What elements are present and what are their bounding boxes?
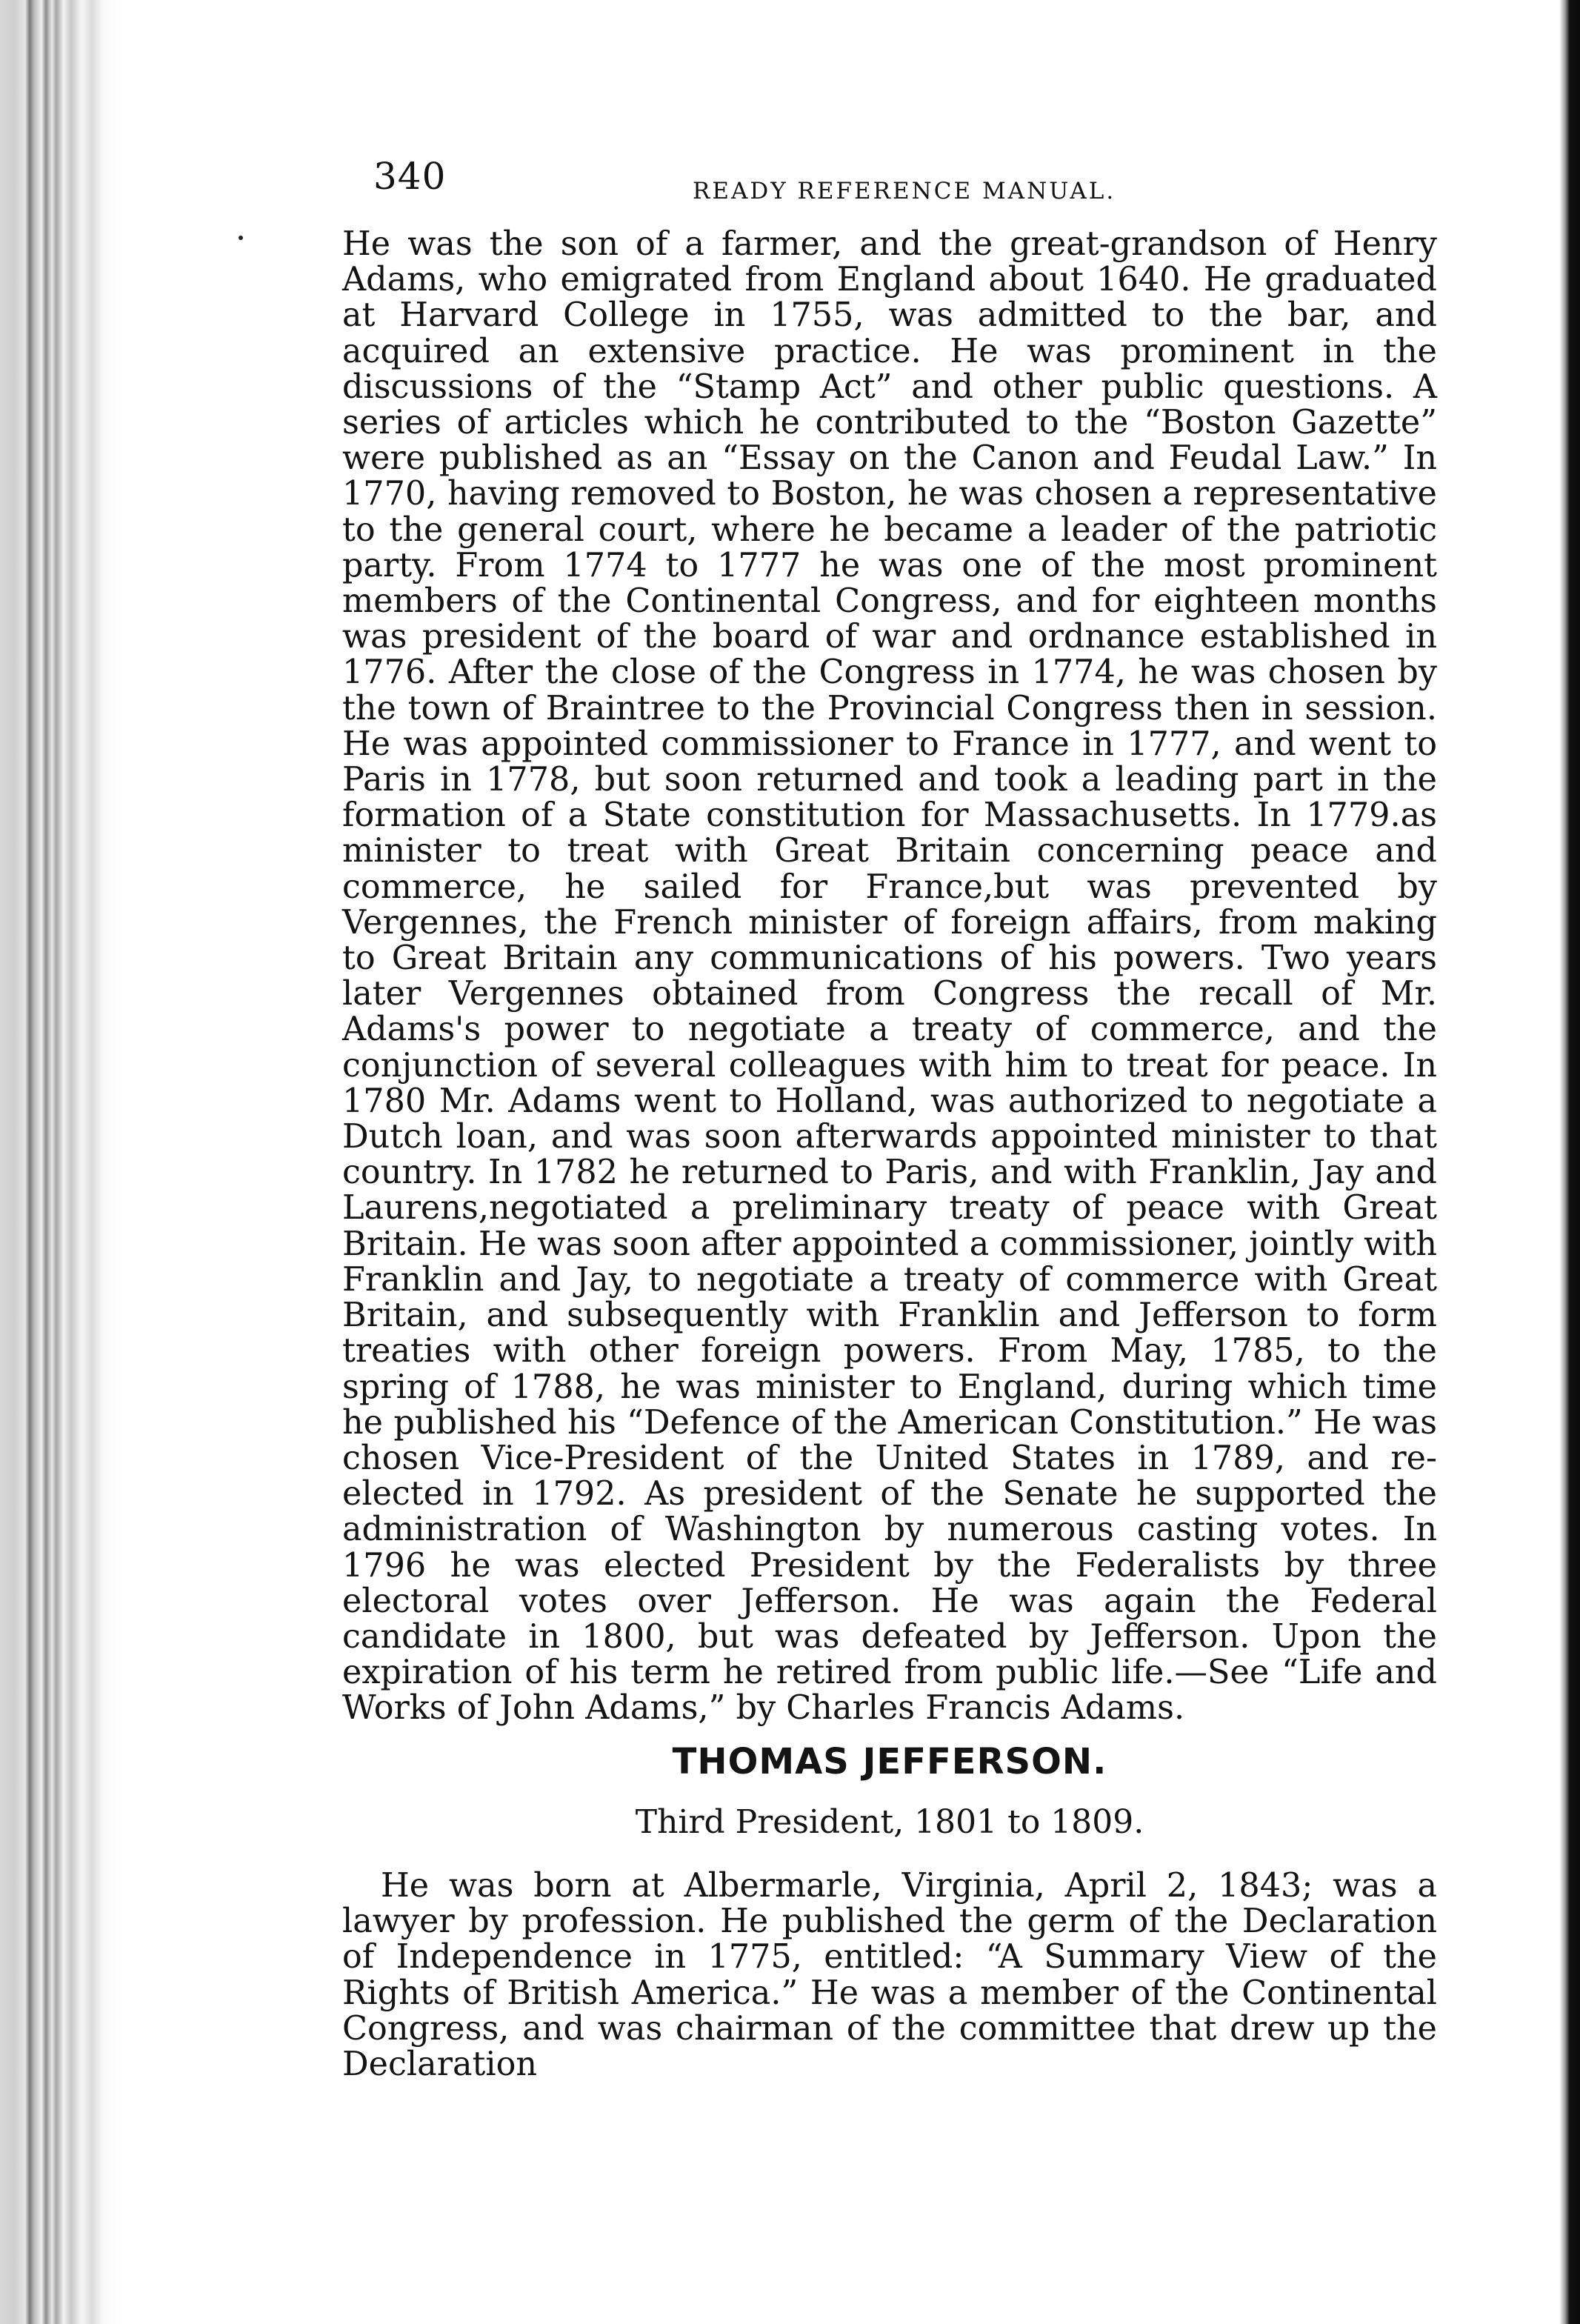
- adams-biography-paragraph: He was the son of a farmer, and the great-grandson of Henry Adams, who emigrated from England about 1640. He graduated at Harvard College in 1755, was admitted to the bar, and acquired an extensive practice. He was prominent in the discussions of the “Stamp Act” and other public questions. A series of articles which he contributed to the “Boston Gazette” were published as an “Essay on the Canon and Feudal Law.” In 1770, having removed to Boston, he was chosen a representative to the general court, where he became a leader of the patriotic party. From 1774 to 1777 he was one of the most prominent members of the Continental Congress, and for eighteen months was president of the board of war and ordnance established in 1776. After the close of the Congress in 1774, he was chosen by the town of Braintree to the Provincial Congress then in session. He was appointed commissioner to France in 1777, and went to Paris in 1778, but soon returned and took a leading part in the formation of a State constitution for Massachusetts. In 1779.as minister to treat with Great Britain concerning peace and commerce, he sailed for France,but was prevented by Vergennes, the French minister of foreign affairs, from making to Great Britain any communications of his powers. Two years later Vergennes obtained from Congress the recall of Mr. Adams's power to negotiate a treaty of commerce, and the conjunction of several colleagues with him to treat for peace. In 1780 Mr. Adams went to Holland, was authorized to negotiate a Dutch loan, and was soon afterwards appointed minister to that country. In 1782 he returned to Paris, and with Franklin, Jay and Laurens,negotiated a preliminary treaty of peace with Great Britain. He was soon after appointed a commissioner, jointly with Franklin and Jay, to negotiate a treaty of commerce with Great Britain, and subsequently with Franklin and Jefferson to form treaties with other foreign powers. From May, 1785, to the spring of 1788, he was minister to England, during which time he published his “Defence of the American Constitution.” He was chosen Vice-President of the United States in 1789, and re-elected in 1792. As president of the Senate he supported the administration of Washington by numerous casting votes. In 1796 he was elected President by the Federalists by three electoral votes over Jefferson. He was again the Federal candidate in 1800, but was defeated by Jefferson. Upon the expiration of his term he retired from public life.—See “Life and Works of John Adams,” by Charles Francis Adams.: [342, 225, 1437, 1728]
- ink-speck: [239, 236, 243, 240]
- scan-edge: [1559, 0, 1580, 2324]
- jefferson-biography-paragraph: He was born at Albermarle, Virginia, April 2, 1843; was a lawyer by profession. He published the germ of the Declaration of Independence in 1775, entitled: “A Summary View of the Rights of British America.” He was a member of the Continental Congress, and was chairman of the committee that drew up the Declaration: [342, 1867, 1437, 2084]
- binding-gutter: [0, 0, 124, 2324]
- page-number: 340: [373, 155, 447, 198]
- section-subtitle-term: Third President, 1801 to 1809.: [635, 1803, 1144, 1841]
- section-title-thomas-jefferson: THOMAS JEFFERSON.: [672, 1741, 1107, 1782]
- running-head: READY REFERENCE MANUAL.: [693, 178, 1116, 204]
